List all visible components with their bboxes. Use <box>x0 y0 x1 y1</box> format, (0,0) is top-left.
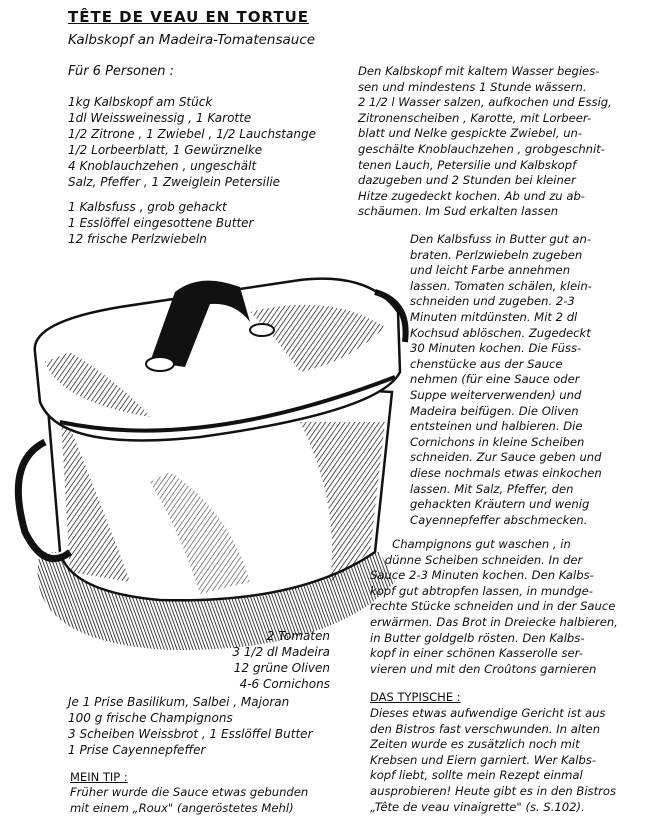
instruction-line: geschälte Knoblauchzehen , grobgeschnit- <box>358 141 605 156</box>
instruction-line: 30 Minuten kochen. Die Füss- <box>410 341 582 356</box>
instruction-line: 2 1/2 l Wasser salzen, aufkochen und Essig, <box>358 95 612 110</box>
tip-text <box>70 785 308 816</box>
instruction-line: lassen. Mit Salz, Pfeffer, den <box>410 481 574 496</box>
typische-line: Dieses etwas aufwendige Gericht ist aus <box>370 706 606 720</box>
ingredient-list-main <box>68 94 316 190</box>
instruction-line: Den Kalbsfuss in Butter gut an- <box>410 232 592 246</box>
instruction-line: dünne Scheiben schneiden. In der <box>370 552 583 567</box>
instruction-line: chenstücke aus der Sauce <box>410 356 563 371</box>
instruction-line: Cayennepfeffer abschmecken. <box>410 512 588 527</box>
instruction-line: lassen. Tomaten schälen, klein- <box>410 278 592 293</box>
ingredient-item: 1kg Kalbskopf am Stück <box>68 95 213 109</box>
instruction-line: gehackten Kräutern und wenig <box>410 497 590 512</box>
ingredient-list-sauce <box>195 628 330 692</box>
instruction-line: schäumen. Im Sud erkalten lassen <box>358 204 559 219</box>
instruction-line: Kochsud ablöschen. Zugedeckt <box>410 325 591 340</box>
typische-line: kopf liebt, sollte mein Rezept einmal <box>370 768 583 783</box>
ingredient-item: 1 Prise Cayennepfeffer <box>68 743 206 757</box>
instruction-line: Cornichons in kleine Scheiben <box>410 434 585 449</box>
ingredient-item: 1/2 Lorbeerblatt, 1 Gewürznelke <box>68 143 263 157</box>
casserole-illustration <box>0 252 410 652</box>
instruction-line: in Butter goldgelb rösten. Den Kalbs- <box>370 630 585 645</box>
ingredient-list-sauce-base <box>68 199 253 247</box>
instruction-line: Minuten mitdünsten. Mit 2 dl <box>410 309 578 324</box>
typische-line: Zeiten wurde es zusätzlich noch mit <box>370 737 580 752</box>
instruction-line: und leicht Farbe annehmen <box>410 263 571 278</box>
instruction-line: sen und mindestens 1 Stunde wässern. <box>358 79 587 94</box>
instruction-line: entsteinen und halbieren. Die <box>410 419 583 434</box>
instruction-line: tenen Lauch, Petersilie und Kalbskopf <box>358 157 577 172</box>
instructions-step-1 <box>358 64 612 220</box>
instruction-line: kopf gut abtropfen lassen, in mundge- <box>370 583 593 598</box>
instruction-line: braten. Perlzwiebeln zugeben <box>410 247 583 262</box>
lid-rivet-right <box>250 324 274 336</box>
typische-text <box>370 706 616 815</box>
lid-rivet-left <box>146 357 174 371</box>
servings: Für 6 Personen : <box>68 64 174 79</box>
recipe-title: TÊTE DE VEAU EN TORTUE <box>68 8 310 26</box>
ingredient-item: 12 frische Perlzwiebeln <box>68 232 207 246</box>
instruction-line: schneiden. Zur Sauce geben und <box>410 450 602 465</box>
instructions-step-2 <box>410 232 602 528</box>
instruction-line: schneiden und zugeben. 2-3 <box>410 294 575 309</box>
typische-line: Krebsen und Eiern garniert. Wer Kalbs- <box>370 752 597 767</box>
instruction-line: diese nochmals etwas einkochen <box>410 465 602 480</box>
instruction-line: rechte Stücke schneiden und in der Sauce <box>370 599 616 614</box>
instruction-line: Champignons gut waschen , in <box>370 537 571 551</box>
ingredient-item: 2 Tomaten <box>266 629 330 643</box>
typische-line: „Tête de veau vinaigrette" (s. S.102). <box>370 799 585 814</box>
tip-heading: MEIN TIP : <box>70 770 128 784</box>
typische-line: ausprobieren! Heute gibt es in den Bistros <box>370 783 617 798</box>
instruction-line: dazugeben und 2 Stunden bei kleiner <box>358 173 576 188</box>
ingredient-item: 4-6 Cornichons <box>239 677 330 691</box>
instruction-line: vieren und mit den Croûtons garnieren <box>370 661 597 676</box>
ingredient-item: 1/2 Zitrone , 1 Zwiebel , 1/2 Lauchstange <box>68 127 316 141</box>
ingredient-item: Salz, Pfeffer , 1 Zweiglein Petersilie <box>68 175 281 189</box>
tip-line: Früher wurde die Sauce etwas gebunden <box>70 785 309 799</box>
typische-line: den Bistros fast verschwunden. In alten <box>370 721 601 736</box>
ingredient-item: 4 Knoblauchzehen , ungeschält <box>68 159 257 173</box>
instructions-step-3 <box>370 537 618 677</box>
ingredient-item: Je 1 Prise Basilikum, Salbei , Majoran <box>68 695 290 709</box>
instruction-line: blatt und Nelke gespickte Zwiebel, un- <box>358 126 583 141</box>
ingredient-item: 3 Scheiben Weissbrot , 1 Esslöffel Butter <box>68 727 313 741</box>
ingredient-item: 100 g frische Champignons <box>68 711 233 725</box>
typische-heading: DAS TYPISCHE : <box>370 690 461 704</box>
instruction-line: Sauce 2-3 Minuten kochen. Den Kalbs- <box>370 568 594 583</box>
ingredient-item: 3 1/2 dl Madeira <box>232 645 330 659</box>
instruction-line: kopf in einer schönen Kasserolle ser- <box>370 646 583 661</box>
instruction-line: Suppe weiterverwenden) und <box>410 387 582 402</box>
instruction-line: Hitze zugedeckt kochen. Ab und zu ab- <box>358 188 585 203</box>
instruction-line: nehmen (für eine Sauce oder <box>410 372 580 387</box>
ingredient-item: 1 Kalbsfuss , grob gehackt <box>68 200 227 214</box>
instruction-line: Zitronenscheiben , Karotte, mit Lorbeer- <box>358 110 592 125</box>
tip-line: mit einem „Roux" (angeröstetes Mehl) <box>70 800 294 815</box>
instruction-line: Madeira beifügen. Die Oliven <box>410 403 579 418</box>
ingredient-list-garnish <box>68 694 313 758</box>
recipe-subtitle: Kalbskopf an Madeira-Tomatensauce <box>68 32 316 48</box>
ingredient-item: 1dl Weissweinessig , 1 Karotte <box>68 111 252 125</box>
instruction-line: erwärmen. Das Brot in Dreiecke halbieren, <box>370 614 618 629</box>
ingredient-item: 1 Esslöffel eingesottene Butter <box>68 216 254 230</box>
instruction-line: Den Kalbskopf mit kaltem Wasser begies- <box>358 64 600 78</box>
ingredient-item: 12 grüne Oliven <box>233 661 330 675</box>
